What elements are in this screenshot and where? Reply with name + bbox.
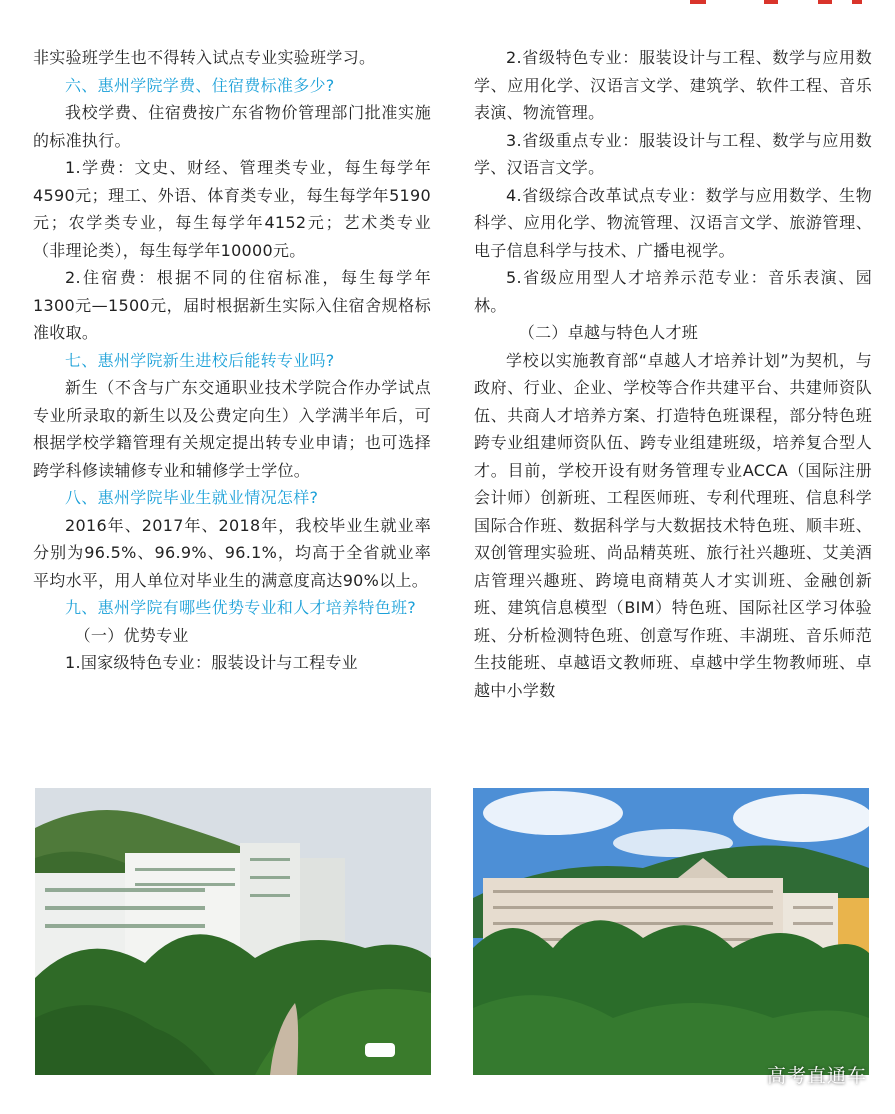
subsection-heading: （二）卓越与特色人才班 xyxy=(518,323,699,342)
section-heading-6: 六、惠州学院学费、住宿费标准多少? xyxy=(65,75,335,95)
section-heading-9: 九、惠州学院有哪些优势专业和人才培养特色班? xyxy=(65,598,417,617)
section-heading-8: 八、惠州学院毕业生就业情况怎样? xyxy=(65,488,319,507)
right-text-column xyxy=(474,44,872,704)
left-text-column xyxy=(33,44,431,677)
top-accent-mark-1 xyxy=(690,0,706,4)
top-accent-mark-3 xyxy=(818,0,832,4)
subsection-heading: （一）优势专业 xyxy=(74,625,189,645)
paragraph: 2.住宿费：根据不同的住宿标准，每生每学年1300元—1500元，届时根据新生实际入住宿舍规格标准收取。 xyxy=(33,268,431,342)
paragraph: 新生（不含与广东交通职业技术学院合作办学试点专业所录取的新生以及公费定向生）入学满半年后，可根据学校学籍管理有关规定提出转专业申请；也可选择跨学科修读辅修专业和辅修学士学位。 xyxy=(33,378,431,480)
paragraph: 1.国家级特色专业：服装设计与工程专业 xyxy=(65,653,358,672)
paragraph: 2016年、2017年、2018年，我校毕业生就业率分别为96.5%、96.9%、96.1%，均高于全省就业率平均水平，用人单位对毕业生的满意度高达90%以上。 xyxy=(33,515,431,590)
watermark: 高考直通车 xyxy=(766,1065,867,1087)
paragraph: 5.省级应用型人才培养示范专业：音乐表演、园林。 xyxy=(474,268,872,315)
campus-photo-left-illustration xyxy=(35,788,431,1075)
paragraph: 非实验班学生也不得转入试点专业实验班学习。 xyxy=(33,48,376,67)
top-accent-mark-2 xyxy=(764,0,778,4)
paragraph: 4.省级综合改革试点专业：数学与应用数学、生物科学、应用化学、物流管理、汉语言文学、旅游管理、电子信息科学与技术、广播电视学。 xyxy=(474,185,872,260)
paragraph: 学校以实施教育部“卓越人才培养计划”为契机，与政府、行业、企业、学校等合作共建平台、共建师资队伍、共商人才培养方案、打造特色班课程，部分特色班跨专业组建师资队伍、跨专业组建班级，培养复合型人才。目前，学校开设有财务管理专业ACCA（国际注册会计师）创新班、工程医师班、专利代理班、信息科学国际合作班、数据科学与大数据技术特色班、顺丰班、双创管理实验班、尚品精英班、旅行社兴趣班、艾美酒店管理兴趣班、跨境电商精英人才实训班、金融创新班、建筑信息模型（BIM）特色班、国际社区学习体验班、分析检测特色班、创意写作班、丰湖班、音乐师范生技能班、卓越语文教师班、卓越中学生物教师班、卓越中小学数 xyxy=(474,350,872,700)
paragraph: 我校学费、住宿费按广东省物价管理部门批准实施的标准执行。 xyxy=(33,103,431,150)
section-heading-7: 七、惠州学院新生进校后能转专业吗? xyxy=(65,350,335,370)
campus-photo-right xyxy=(473,788,869,1075)
top-accent-mark-4 xyxy=(852,0,862,4)
paragraph: 2.省级特色专业：服装设计与工程、数学与应用数学、应用化学、汉语言文学、建筑学、软件工程、音乐表演、物流管理。 xyxy=(474,48,872,122)
paragraph: 3.省级重点专业：服装设计与工程、数学与应用数学、汉语言文学。 xyxy=(474,130,872,177)
campus-photo-right-illustration xyxy=(473,788,869,1075)
paragraph: 1.学费：文史、财经、管理类专业，每生每学年4590元；理工、外语、体育类专业，每生每学年5190元；农学类专业，每生每学年4152元；艺术类专业（非理论类），每生每学年10000元。 xyxy=(33,158,431,260)
campus-photo-left xyxy=(35,788,431,1075)
